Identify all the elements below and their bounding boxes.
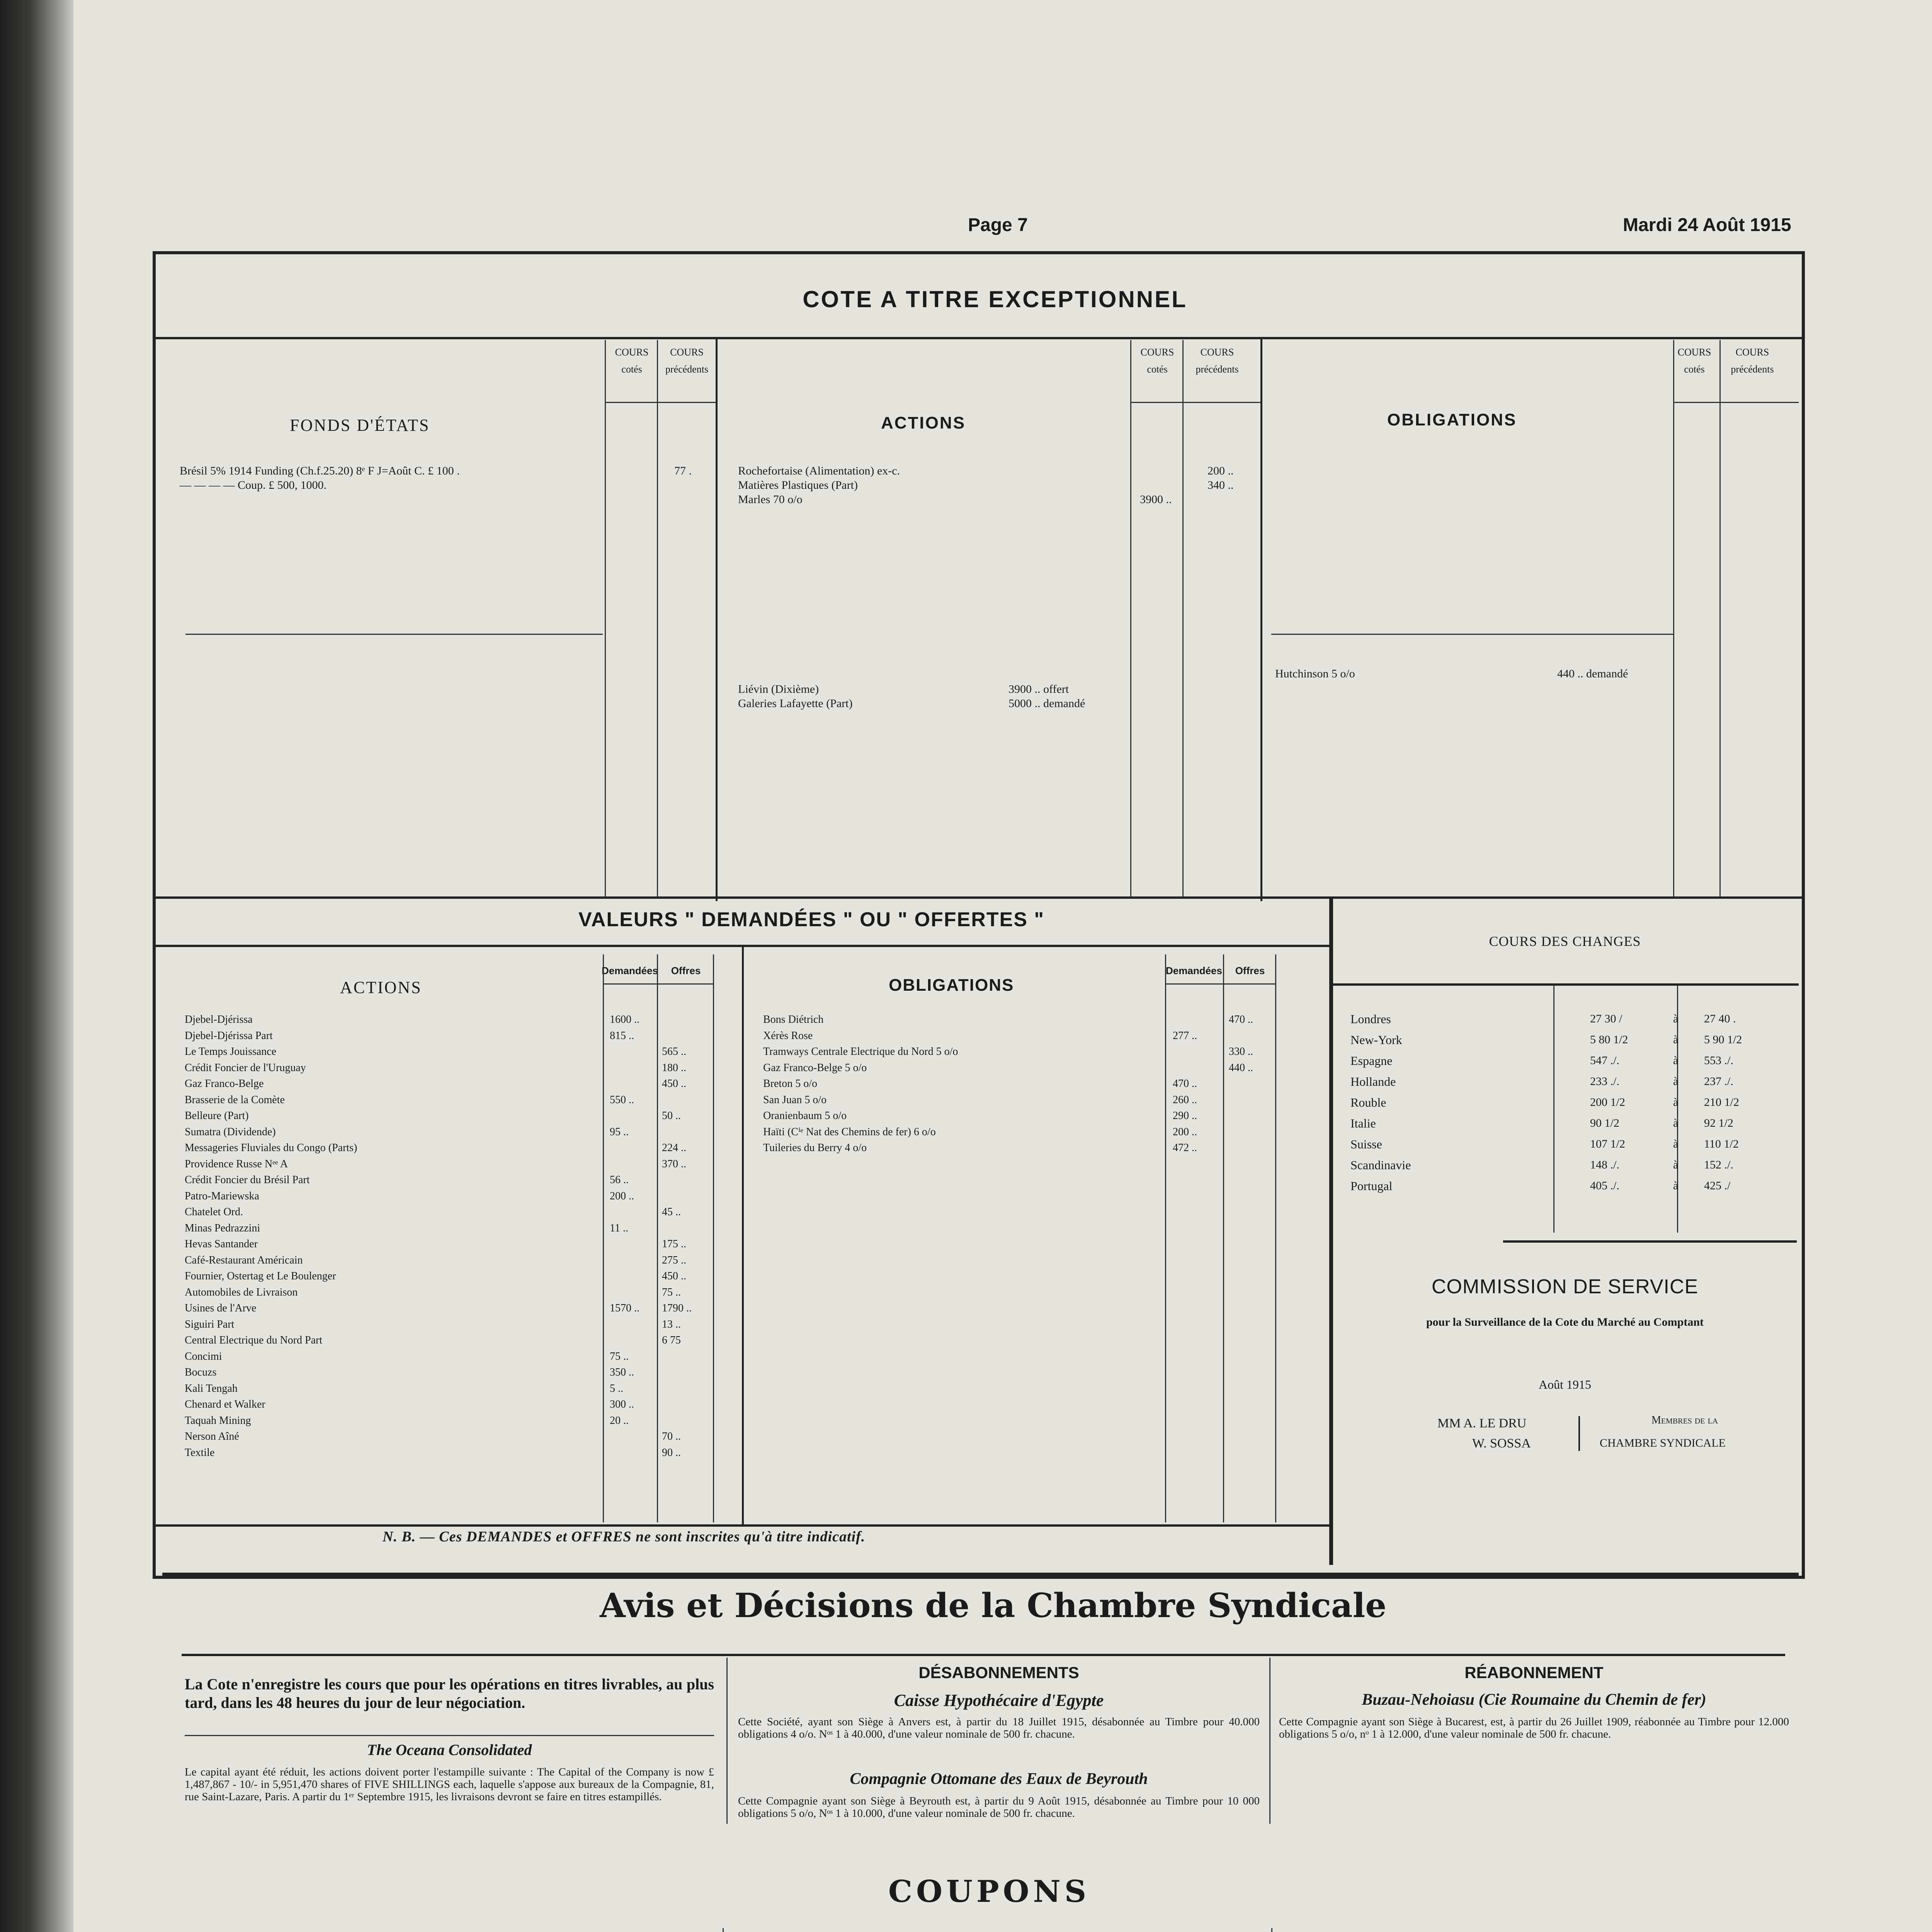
table-row: Providence Russe Nᵉᵉ A 370 ..: [185, 1158, 686, 1170]
actions-title: ACTIONS: [881, 413, 966, 432]
oceana-title: The Oceana Consolidated: [367, 1741, 532, 1759]
table-row: Liévin (Dixième) 3900 .. offert: [738, 683, 1069, 696]
table-row: Sumatra (Dividende) 95 ..: [185, 1126, 629, 1138]
table-row: Brésil 5% 1914 Funding (Ch.f.25.20) 8ᵉ F J=Août C. £ 100 . 77 .: [180, 464, 692, 477]
avis-notice: La Cote n'enregistre les cours que pour les opérations en titres livrables, au plus tard, dans les 48 heures du jour de leur négociation.: [185, 1675, 714, 1711]
table-row: Siguiri Part 13 ..: [185, 1318, 681, 1330]
table-row: Textile 90 ..: [185, 1446, 681, 1459]
table-row: Xérès Rose 277 ..: [763, 1029, 1197, 1042]
col-cours-precedents: COURS précédents: [665, 347, 709, 375]
table-row: Tramways Centrale Electrique du Nord 5 o/o 330 ..: [763, 1046, 1253, 1058]
changes-title: COURS DES CHANGES: [1489, 934, 1641, 949]
commission-role-2: CHAMBRE SYNDICALE: [1600, 1437, 1726, 1449]
actions-exceptionnel-list: [738, 464, 1256, 507]
oceana-text: Le capital ayant été réduit, les actions doivent porter l'estampille suivante : The Capital of the Company is now £ 1,487,867 - 10/- in 5,951,470 shares of FIVE SHILLINGS each, laquelle s'appose aux bureaux de la Compagnie, 81, rue Saint-Lazare, Paris. A partir du 1ᵉʳ Septembre 1915, les livraisons devront se faire en titres estampillés.: [185, 1766, 714, 1803]
ottomane-title: Compagnie Ottomane des Eaux de Beyrouth: [850, 1770, 1148, 1788]
table-row: Hutchinson 5 o/o 440 .. demandé: [1275, 667, 1628, 680]
col-offres: Offres: [671, 965, 701, 976]
col-offres-2: Offres: [1235, 965, 1265, 976]
reabonnement-title: RÉABONNEMENT: [1464, 1663, 1604, 1682]
obligations-offers-list: [1275, 667, 1700, 681]
table-row: Belleure (Part) 50 ..: [185, 1110, 681, 1122]
actions-offers-list: [738, 682, 1163, 711]
caisse-title: Caisse Hypothécaire d'Egypte: [894, 1691, 1104, 1710]
table-row: Suisse 107 1/2 à 110 1/2: [1350, 1137, 1739, 1151]
commission-title: COMMISSION DE SERVICE: [1431, 1276, 1699, 1298]
table-row: Messageries Fluviales du Congo (Parts) 224 ..: [185, 1142, 686, 1154]
table-row: Brasserie de la Comète 550 ..: [185, 1094, 634, 1106]
table-row: Tuileries du Berry 4 o/o 472 ..: [763, 1142, 1197, 1154]
table-row: Gaz Franco-Belge 450 ..: [185, 1078, 686, 1090]
commission-member-1: MM A. LE DRU: [1437, 1416, 1527, 1430]
table-row: Crédit Foncier de l'Uruguay 180 ..: [185, 1061, 686, 1074]
table-row: Automobiles de Livraison 75 ..: [185, 1286, 681, 1298]
table-row: Bons Diétrich 470 ..: [763, 1014, 1253, 1026]
caisse-text: Cette Société, ayant son Siège à Anvers est, à partir du 18 Juillet 1915, désabonnée au Timbre pour 40.000 obligations 4 o/o. Nᵒˢ 1 à 40.000, d'une valeur nominale de 500 fr. chacune.: [738, 1716, 1260, 1740]
commission-subtitle: pour la Surveillance de la Cote du Marché au Comptant: [1426, 1316, 1704, 1328]
ottomane-text: Cette Compagnie ayant son Siège à Beyrouth est, à partir du 9 Août 1915, désabonnée au Timbre pour 10 000 obligations 5 o/o, Nᵒˢ 1 à 10.000, d'une valeur nominale de 500 fr. chacune.: [738, 1795, 1260, 1820]
col-cours-cotes-3: COURS cotés: [1677, 347, 1711, 375]
fonds-etats-title: FONDS D'ÉTATS: [290, 416, 430, 435]
table-row: Italie 90 1/2 à 92 1/2: [1350, 1116, 1733, 1130]
table-row: Hevas Santander 175 ..: [185, 1238, 686, 1250]
table-row: Gaz Franco-Belge 5 o/o 440 ..: [763, 1061, 1253, 1074]
table-row: Usines de l'Arve 1570 .. 1790 ..: [185, 1302, 692, 1314]
table-row: Rochefortaise (Alimentation) ex-c. 200 ..: [738, 464, 1234, 477]
table-row: — — — — Coup. £ 500, 1000.: [180, 479, 327, 492]
table-row: Rouble 200 1/2 à 210 1/2: [1350, 1095, 1739, 1109]
commission-member-2: W. SOSSA: [1472, 1436, 1531, 1451]
col-cours-precedents-3: COURS précédents: [1731, 347, 1774, 375]
buzau-title: Buzau-Nehoiasu (Cie Roumaine du Chemin de fer): [1362, 1691, 1706, 1709]
page-number: Page 7: [968, 215, 1028, 235]
table-row: Londres 27 30 / à 27 40 .: [1350, 1012, 1736, 1026]
table-row: Café-Restaurant Américain 275 ..: [185, 1254, 686, 1266]
col-demandees-2: Demandées: [1166, 965, 1222, 976]
valeurs-obligations-title: OBLIGATIONS: [889, 976, 1014, 995]
col-demandees: Demandées: [602, 965, 658, 976]
valeurs-obligations-list: [763, 1012, 1273, 1157]
nb-note: N. B. — Ces DEMANDES et OFFRES ne sont inscrites qu'à titre indicatif.: [383, 1529, 866, 1545]
commission-role-1: Membres de la: [1651, 1414, 1718, 1426]
table-row: Hollande 233 ./. à 237 ./.: [1350, 1075, 1733, 1088]
table-row: Crédit Foncier du Brésil Part 56 ..: [185, 1174, 629, 1186]
table-row: Taquah Mining 20 ..: [185, 1414, 629, 1427]
commission-bracket: [1578, 1416, 1580, 1451]
table-row: Le Temps Jouissance 565 ..: [185, 1046, 686, 1058]
table-row: Djebel-Djérissa Part 815 ..: [185, 1029, 634, 1042]
col-cours-cotes: COURS cotés: [615, 347, 649, 375]
table-row: Marles 70 o/o 3900 ..: [738, 493, 1172, 506]
obligations-title: OBLIGATIONS: [1387, 410, 1517, 429]
table-row: San Juan 5 o/o 260 ..: [763, 1094, 1197, 1106]
table-row: Kali Tengah 5 ..: [185, 1382, 623, 1395]
table-row: Chatelet Ord. 45 ..: [185, 1206, 681, 1218]
table-row: Galeries Lafayette (Part) 5000 .. demandé: [738, 697, 1085, 710]
table-row: Minas Pedrazzini 11 ..: [185, 1222, 628, 1234]
table-row: Patro-Mariewska 200 ..: [185, 1190, 634, 1202]
table-row: Nerson Aîné 70 ..: [185, 1430, 681, 1442]
table-row: Chenard et Walker 300 ..: [185, 1398, 634, 1410]
table-row: Bocuzs 350 ..: [185, 1366, 634, 1378]
buzau-text: Cette Compagnie ayant son Siège à Bucarest, est, à partir du 26 Juillet 1909, réabonnée au Timbre pour 12.000 obligations 5 o/o, nᵒ 1 à 12.000, d'une valeur nominale de 500 fr. chacune.: [1279, 1716, 1789, 1740]
coupons-title: COUPONS: [888, 1874, 1090, 1909]
valeurs-actions-title: ACTIONS: [340, 978, 422, 997]
commission-month: Août 1915: [1539, 1378, 1591, 1391]
avis-title: Avis et Décisions de la Chambre Syndicale: [599, 1586, 1387, 1625]
col-cours-precedents-2: COURS précédents: [1196, 347, 1239, 375]
col-cours-cotes-2: COURS cotés: [1140, 347, 1174, 375]
table-row: Oranienbaum 5 o/o 290 ..: [763, 1110, 1197, 1122]
table-row: New-York 5 80 1/2 à 5 90 1/2: [1350, 1033, 1742, 1047]
valeurs-title: VALEURS " DEMANDÉES " OU " OFFERTES ": [578, 908, 1044, 931]
table-row: Portugal 405 ./. à 425 ./: [1350, 1179, 1731, 1193]
table-row: Concimi 75 ..: [185, 1350, 629, 1362]
changes-list: [1350, 1009, 1795, 1196]
table-row: Espagne 547 ./. à 553 ./.: [1350, 1054, 1733, 1068]
table-row: Central Electrique du Nord Part 6 75: [185, 1334, 681, 1346]
table-row: Breton 5 o/o 470 ..: [763, 1078, 1197, 1090]
table-row: Scandinavie 148 ./. à 152 ./.: [1350, 1158, 1733, 1172]
table-row: Fournier, Ostertag et Le Boulenger 450 ..: [185, 1270, 686, 1282]
table-row: Djebel-Djérissa 1600 ..: [185, 1014, 639, 1026]
table-row: Matières Plastiques (Part) 340 ..: [738, 479, 1234, 492]
cote-exceptionnel-title: COTE A TITRE EXCEPTIONNEL: [803, 286, 1187, 312]
book-binding-shadow: [0, 0, 73, 1932]
table-row: Haïti (Cⁱᵉ Nat des Chemins de fer) 6 o/o 200 ..: [763, 1126, 1197, 1138]
desabonnements-title: DÉSABONNEMENTS: [918, 1663, 1079, 1682]
page-date: Mardi 24 Août 1915: [1623, 215, 1791, 235]
fonds-etats-list: [180, 464, 713, 492]
